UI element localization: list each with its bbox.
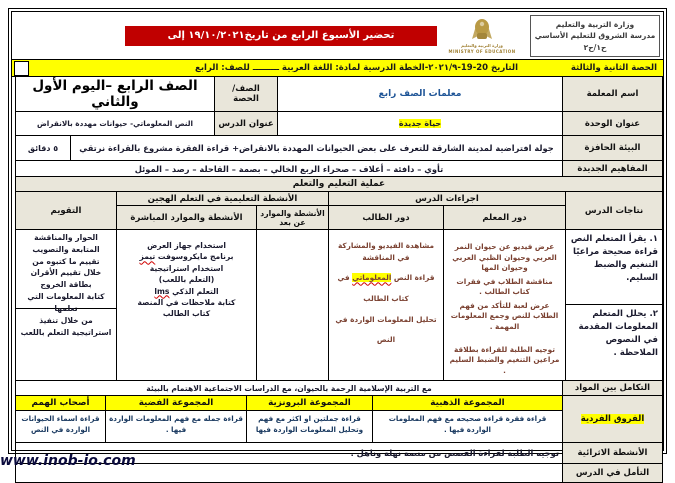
student-role-item: مشاهدة الفيديو والمشاركة في المناقشة bbox=[337, 241, 435, 262]
banner-area bbox=[12, 12, 437, 59]
group-determination-task: قراءة اسماء الحيوانات الواردة في النص bbox=[16, 411, 106, 443]
ministry-info-box bbox=[530, 15, 660, 57]
differentiation-table bbox=[15, 395, 663, 443]
process-section-title: عملية التعليم والتعلم bbox=[15, 177, 662, 192]
group-bronze-task: قراءة جملتين او اكثر مع فهم وتحليل المعلومات الواردة فيها bbox=[247, 411, 373, 443]
teacher-role-item: عرض لعبة للتأكد من فهم الطلاب للنص وجمع المعلومات المهمة . bbox=[450, 300, 559, 332]
class-session-label: الصف/ الحصة bbox=[215, 77, 278, 112]
session-code: ح١/ح٢ bbox=[583, 42, 607, 52]
stimulus-label: البيئة الحافزة bbox=[563, 136, 663, 161]
direct-activity-item: برنامج مايكروسوفت تيمز bbox=[139, 252, 234, 262]
enrichment-label: الأنشطة الاثرائية bbox=[563, 443, 663, 464]
date-strip bbox=[12, 60, 663, 77]
integration-table bbox=[15, 380, 663, 396]
assessment-block-2: من خلال تنفيذ استراتيجية التعلم باللعب bbox=[20, 316, 112, 337]
direct-activity-item: استخدام جهاز العرض bbox=[147, 241, 226, 250]
direct-activity-item: التعلم الذكي lms bbox=[154, 286, 219, 296]
strip-end-box bbox=[14, 61, 29, 76]
outcomes-header: نتاجات الدرس bbox=[566, 192, 663, 230]
stimulus-table bbox=[15, 135, 663, 161]
teacher-role-header: دور المعلم bbox=[444, 206, 566, 230]
assessment-header: التقويم bbox=[15, 192, 116, 230]
lesson-title-label: عنوان الدرس bbox=[215, 112, 278, 136]
session-number: الحصة الثانية والثالثة bbox=[570, 63, 657, 73]
direct-resources-header: الأنشطة والموارد المباشرة bbox=[117, 206, 257, 230]
unit-title-value: حياة جديدة bbox=[398, 119, 442, 128]
group-gold-header: المجموعة الذهبية bbox=[373, 396, 563, 411]
group-silver-header: المجموعة الفضية bbox=[106, 396, 247, 411]
teacher-name-label: اسم المعلمة bbox=[563, 77, 663, 112]
concepts-table bbox=[15, 160, 663, 177]
new-concepts-value: تأوي – دافئة – أعلاف – صحراء الربع الخالي – بصمة – القاحلة – رصد – الموئل bbox=[16, 161, 563, 177]
teacher-name-value: معلمات الصف رابع bbox=[278, 77, 563, 112]
direct-activity-item: كتاب الطالب bbox=[162, 309, 211, 319]
student-role-cell bbox=[329, 230, 444, 381]
direct-activity-item: استخدام استراتيجية bbox=[149, 263, 224, 273]
lesson-title-value: النص المعلوماتي- حيوانات مهددة بالانقراض bbox=[16, 112, 215, 136]
plan-date-info: التاريخ 20-19-٢٠٢١/٩-الخطة الدرسية لمادة: اللغة العربية ـــــــــ للصف: الرابع bbox=[195, 63, 518, 73]
assessment-cell bbox=[15, 230, 116, 381]
assessment-block-1: الحوار والمناقشة المتابعة والتصويب تقييم ما كتبوه من خلال تقييم الأقران بطاقة الخروج كتابة المعلومات التي تعلمها bbox=[16, 230, 116, 309]
direct-activity-item: (التعلم باللعب) bbox=[158, 275, 215, 285]
outcome-2: ٢. يحلل المتعلم المعلومات المقدمة في النصوص الملاحظة . bbox=[578, 309, 658, 358]
teacher-role-cell bbox=[444, 230, 566, 381]
misspelled-word: تيمز bbox=[139, 252, 156, 262]
week-prep-banner: تحضير الأسبوع الرابع من تاريخ١٩/١٠/٢٠٢١ إلى bbox=[125, 26, 437, 46]
lesson-outcomes-cell bbox=[566, 230, 663, 381]
stimulus-duration: ٥ دقائق bbox=[16, 136, 71, 161]
process-table bbox=[15, 176, 663, 381]
ministry-name: وزارة التربية والتعليم bbox=[555, 20, 635, 29]
highlighted-word: المعلوماتي bbox=[352, 273, 392, 283]
page-header bbox=[12, 12, 663, 60]
group-silver-task: قراءة جمله مع فهم المعلومات الواردة فيها . bbox=[106, 411, 247, 443]
student-role-item: تحليل المعلومات الواردة في bbox=[335, 314, 437, 324]
group-bronze-header: المجموعة البرونزية bbox=[247, 396, 373, 411]
teacher-role-item: توجيه الطلبة للقراءة بطلاقة مراعين التنغيم والضبط السليم . bbox=[449, 344, 560, 375]
remote-resources-header: الأنشطة والموارد عن بعد bbox=[257, 206, 329, 230]
outcome-1: ١. يقرأ المتعلم النص قراءة صحيحة مراعيًا التنغيم والضبط السليم. bbox=[566, 230, 662, 305]
student-role-item: النص bbox=[376, 335, 396, 345]
teacher-role-item: مناقشة الطلاب في فقرات كتاب الطالب . bbox=[456, 276, 553, 297]
uae-falcon-emblem-icon bbox=[465, 17, 499, 43]
group-gold-task: قراءة فقرة قراءة صحيحه مع فهم المعلومات الواردة فيها . bbox=[373, 411, 563, 443]
differentiation-label: الفروق الفردية bbox=[580, 414, 645, 425]
integration-label: التكامل بين المواد bbox=[563, 381, 663, 396]
student-role-header: دور الطالب bbox=[329, 206, 444, 230]
procedures-header: اجراءات الدرس bbox=[329, 192, 566, 206]
reflection-label: التأمل في الدرس bbox=[563, 464, 663, 483]
direct-resources-cell bbox=[117, 230, 257, 381]
logo-caption-en: MINISTRY OF EDUCATION bbox=[448, 48, 516, 54]
class-session-value: الصف الرابع –اليوم الأول والثاني bbox=[16, 77, 215, 112]
teacher-role-item: عرض فيديو عن حيوان النمر العربي وحيوان الظبي العربي وحيوان المها bbox=[452, 242, 557, 273]
info-table bbox=[15, 76, 663, 136]
student-role-item: قراءة النص المعلوماتي في bbox=[337, 273, 435, 283]
new-concepts-label: المفاهيم الجديدة bbox=[563, 161, 663, 177]
student-role-item: كتاب الطالب bbox=[363, 294, 409, 304]
enrichment-value: توجيه الطلبة لقراءة القصص من منصة نهلة وناهل . bbox=[16, 443, 563, 464]
direct-activity-item: كتابة ملاحظات في المنصة bbox=[137, 297, 236, 307]
remote-resources-cell bbox=[257, 230, 329, 381]
blended-activities-header: الأنشطة التعليمية في التعلم الهجين bbox=[117, 192, 329, 206]
misspelled-word: lms bbox=[154, 286, 170, 296]
logo-caption-ar: وزارة التربية والتعليم bbox=[461, 43, 503, 49]
site-watermark: www.inob-io.com bbox=[0, 453, 136, 469]
integration-value: مع التربية الإسلامية الرحمة بالحيوان، مع الدراسات الاجتماعية الاهتمام بالبيئة bbox=[16, 381, 563, 396]
school-name: مدرسة الشروق للتعليم الأساسي bbox=[534, 31, 656, 41]
stimulus-value: جولة افتراضية لمدينة الشارقة للتعرف على بعض الحيوانات المهددة بالانقراض+ قراءة الفقرة مشروع بالقراءة نرتقي bbox=[71, 136, 563, 161]
group-determination-header: أصحاب الهمم bbox=[16, 396, 106, 411]
ministry-logo bbox=[437, 12, 527, 59]
unit-title-label: عنوان الوحدة bbox=[563, 112, 663, 136]
